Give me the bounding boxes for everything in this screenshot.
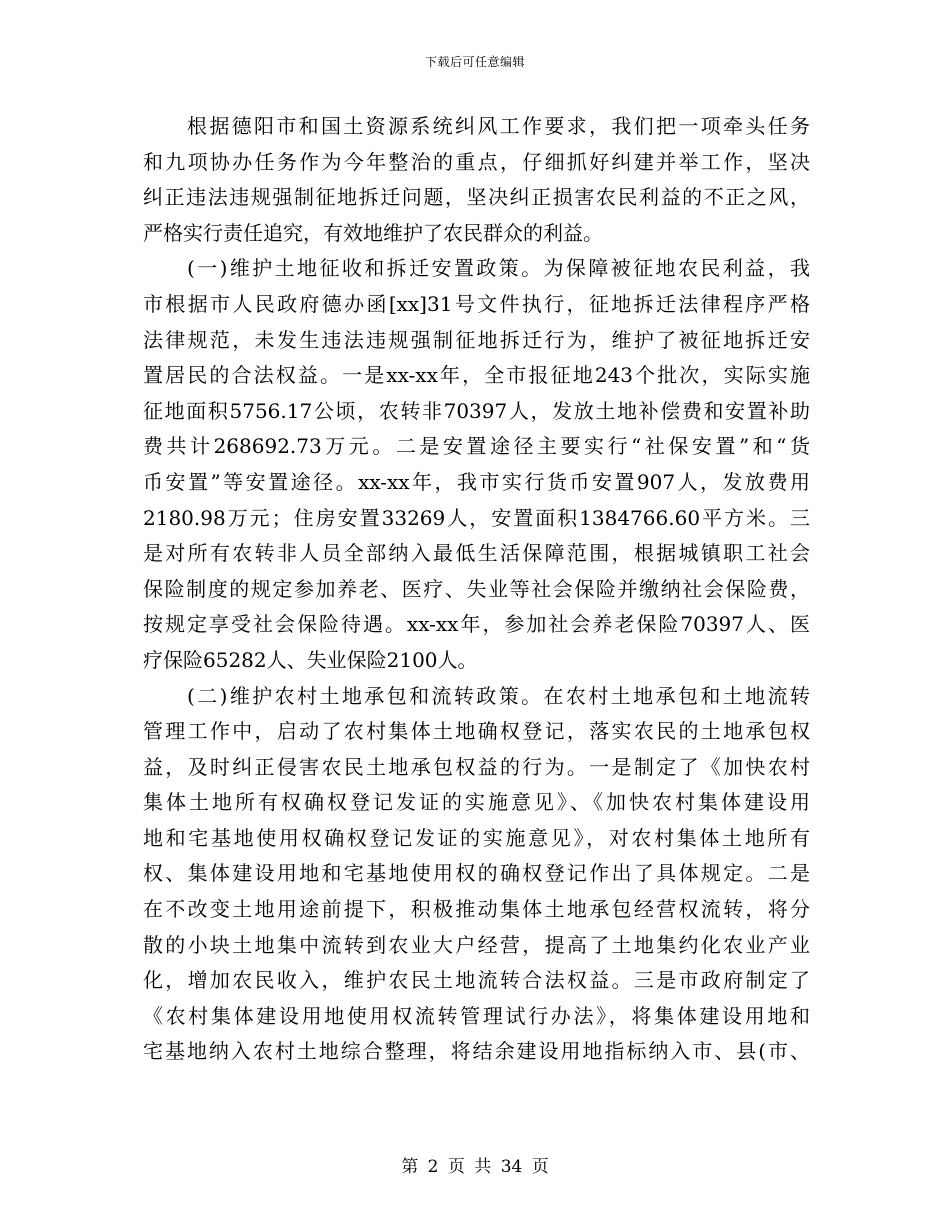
text-line: 保险制度的规定参加养老、医疗、失业等社会保险并缴纳社会保险费， [143,576,810,601]
paragraph-section-1 [143,251,810,678]
text-line: 征地面积5756.17公顷，农转非70397人，发放土地补偿费和安置补助 [143,398,810,423]
text-line: 益，及时纠正侵害农民土地承包权益的行为。一是制定了《加快农村 [143,754,810,779]
text-line: 是对所有农转非人员全部纳入最低生活保障范围，根据城镇职工社会 [143,541,810,566]
text-line: 在不改变土地用途前提下，积极推动集体土地承包经营权流转，将分 [143,897,810,922]
paragraph-section-2 [143,679,810,1071]
text-line: 地和宅基地使用权确权登记发证的实施意见》，对农村集体土地所有 [143,825,810,850]
text-line: (一)维护土地征收和拆迁安置政策。为保障被征地农民利益，我 [187,256,810,281]
text-line: 权、集体建设用地和宅基地使用权的确权登记作出了具体规定。二是 [143,861,810,886]
text-line: 疗保险65282人、失业保险2100人。 [143,647,478,672]
document-body [143,109,810,1070]
text-line: 根据德阳市和国土资源系统纠风工作要求，我们把一项牵头任务 [187,114,810,138]
text-line: 化，增加农民收入，维护农民土地流转合法权益。三是市政府制定了 [143,968,810,993]
text-line: 《农村集体建设用地使用权流转管理试行办法》，将集体建设用地和 [143,1003,810,1028]
text-line: 和九项协办任务作为今年整治的重点，仔细抓好纠建并举工作，坚决 [143,149,810,174]
page-number-footer: 第 2 页 共 34 页 [401,1157,549,1177]
page-header: 下载后可任意编辑 [424,55,525,69]
text-line: 市根据市人民政府德办函[xx]31号文件执行，征地拆迁法律程序严格 [143,291,810,316]
text-line: 费共计268692.73万元。二是安置途径主要实行“社保安置”和“货 [143,434,810,459]
text-line: 置居民的合法权益。一是xx-xx年，全市报征地243个批次，实际实施 [143,363,810,388]
text-line: 集体土地所有权确权登记发证的实施意见》、《加快农村集体建设用 [143,790,810,815]
text-line: 宅基地纳入农村土地综合整理，将结余建设用地指标纳入市、县(市、 [143,1039,810,1064]
paragraph-intro [143,109,810,251]
text-line: 法律规范，未发生违法违规强制征地拆迁行为，维护了被征地拆迁安 [143,327,810,352]
text-line: 2180.98万元；住房安置33269人，安置面积1384766.60平方米。三 [143,505,810,530]
text-line: (二)维护农村土地承包和流转政策。在农村土地承包和土地流转 [187,683,810,708]
text-line: 按规定享受社会保险待遇。xx-xx年，参加社会养老保险70397人、医 [143,612,810,637]
text-line: 纠正违法违规强制征地拆迁问题，坚决纠正损害农民利益的不正之风， [143,185,810,210]
text-line: 管理工作中，启动了农村集体土地确权登记，落实农民的土地承包权 [143,719,810,744]
text-line: 严格实行责任追究，有效地维护了农民群众的利益。 [143,220,603,245]
text-line: 散的小块土地集中流转到农业大户经营，提高了土地集约化农业产业 [143,932,810,957]
text-line: 币安置”等安置途径。xx-xx年，我市实行货币安置907人，发放费用 [143,469,810,494]
